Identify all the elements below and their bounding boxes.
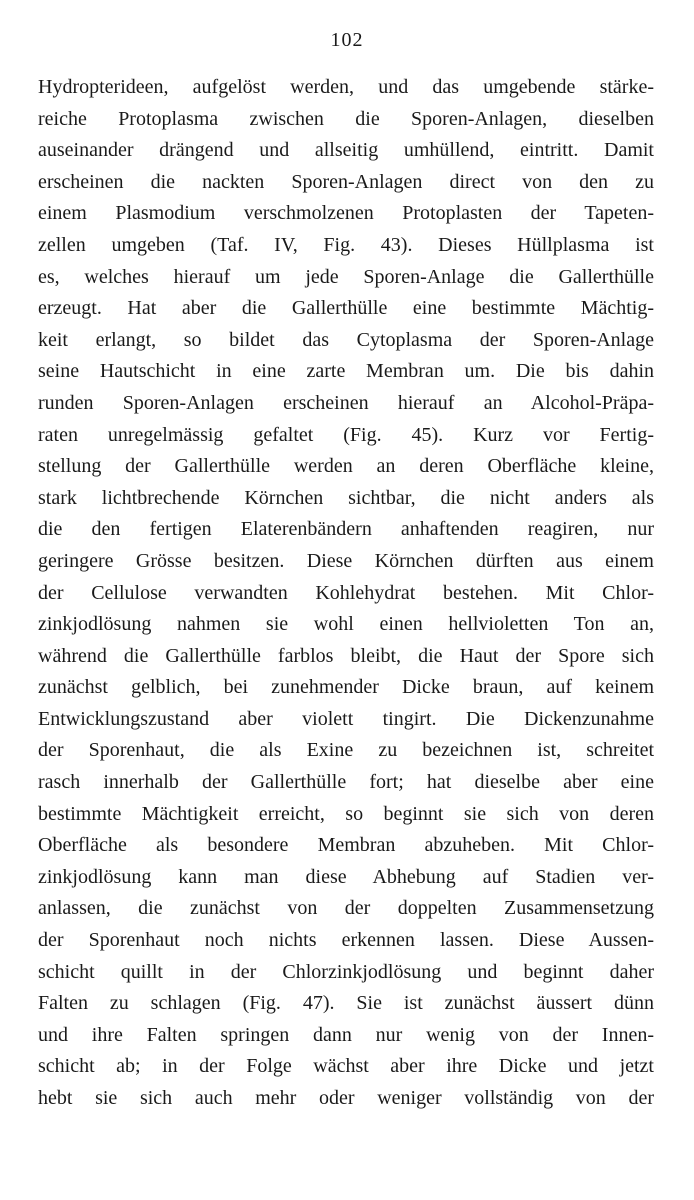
text-line: während die Gallerthülle farblos bleibt, die Haut der Spore sich — [38, 644, 654, 667]
text-line: reiche Protoplasma zwischen die Sporen-Anlagen, dieselben — [38, 107, 654, 130]
text-line: runden Sporen-Anlagen erscheinen hierauf an Alcohol-Präpa- — [38, 391, 654, 414]
text-line: der Sporenhaut, die als Exine zu bezeichnen ist, schreitet — [38, 739, 654, 762]
text-line: geringere Grösse besitzen. Diese Körnchen dürften aus einem — [38, 549, 654, 572]
text-line: stellung der Gallerthülle werden an deren Oberfläche kleine, — [38, 455, 654, 478]
text-line: zinkjodlösung kann man diese Abhebung auf Stadien ver- — [38, 865, 654, 888]
body-text — [38, 72, 654, 1115]
text-line: der Cellulose verwandten Kohlehydrat bestehen. Mit Chlor- — [38, 581, 654, 604]
text-line: zinkjodlösung nahmen sie wohl einen hellvioletten Ton an, — [38, 613, 654, 636]
text-line: es, welches hierauf um jede Sporen-Anlage die Gallerthülle — [38, 265, 654, 288]
text-line: bestimmte Mächtigkeit erreicht, so beginnt sie sich von deren — [38, 802, 654, 825]
text-line: seine Hautschicht in eine zarte Membran um. Die bis dahin — [38, 360, 654, 383]
text-line: raten unregelmässig gefaltet (Fig. 45). Kurz vor Fertig- — [38, 423, 654, 446]
text-line: Hydropterideen, aufgelöst werden, und das umgebende stärke- — [38, 76, 654, 98]
text-line: Falten zu schlagen (Fig. 47). Sie ist zunächst äussert dünn — [38, 992, 654, 1015]
text-line: schicht ab; in der Folge wächst aber ihre Dicke und jetzt — [38, 1055, 654, 1078]
text-line: und ihre Falten springen dann nur wenig von der Innen- — [38, 1023, 654, 1046]
text-line: erzeugt. Hat aber die Gallerthülle eine bestimmte Mächtig- — [38, 297, 654, 320]
text-line: die den fertigen Elaterenbändern anhaftenden reagiren, nur — [38, 518, 654, 541]
text-line: keit erlangt, so bildet das Cytoplasma der Sporen-Anlage — [38, 328, 654, 351]
text-line: schicht quillt in der Chlorzinkjodlösung und beginnt daher — [38, 960, 654, 983]
text-line: zunächst gelblich, bei zunehmender Dicke braun, auf keinem — [38, 676, 654, 699]
text-line: der Sporenhaut noch nichts erkennen lassen. Diese Aussen- — [38, 929, 654, 952]
page-number: 102 — [330, 29, 364, 51]
text-line: Oberfläche als besondere Membran abzuheben. Mit Chlor- — [38, 834, 654, 857]
text-line: rasch innerhalb der Gallerthülle fort; hat dieselbe aber eine — [38, 771, 654, 794]
text-line: einem Plasmodium verschmolzenen Protoplasten der Tapeten- — [38, 202, 654, 225]
text-line: stark lichtbrechende Körnchen sichtbar, die nicht anders als — [38, 486, 654, 509]
text-line: Entwicklungszustand aber violett tingirt. Die Dickenzunahme — [38, 707, 654, 730]
text-line: erscheinen die nackten Sporen-Anlagen direct von den zu — [38, 170, 654, 193]
text-line: zellen umgeben (Taf. IV, Fig. 43). Dieses Hüllplasma ist — [38, 233, 654, 256]
text-line: auseinander drängend und allseitig umhüllend, eintritt. Damit — [38, 139, 654, 162]
text-line: anlassen, die zunächst von der doppelten Zusammensetzung — [38, 897, 654, 920]
text-line: hebt sie sich auch mehr oder weniger vollständig von der — [38, 1087, 654, 1109]
